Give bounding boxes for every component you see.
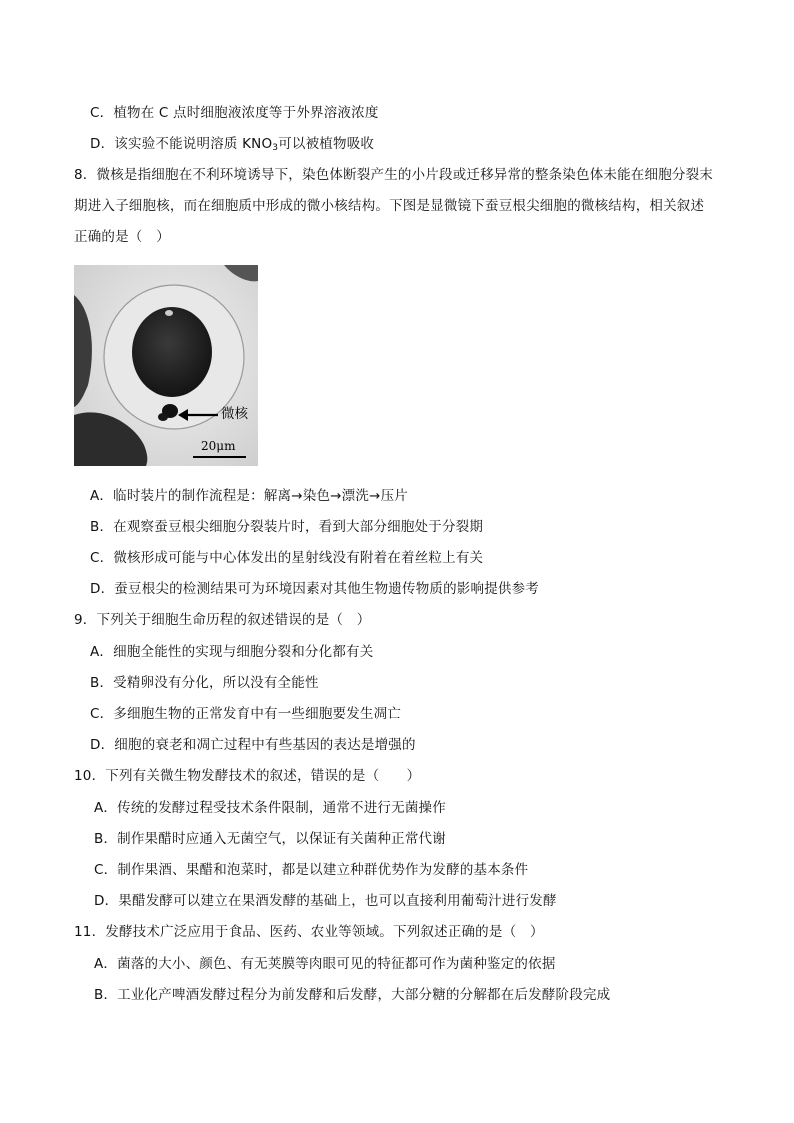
q7-option-d-suffix: 可以被植物吸收 <box>278 136 375 152</box>
q9-option-b: B．受精卵没有分化，所以没有全能性 <box>90 675 319 691</box>
q10-stem: 10．下列有关微生物发酵技术的叙述，错误的是（ ） <box>74 768 421 784</box>
q10-option-a: A．传统的发酵过程受技术条件限制，通常不进行无菌操作 <box>94 800 446 816</box>
q7-option-d-text: D．该实验不能说明溶质 KNO <box>90 136 273 152</box>
q8-stem-line3: 正确的是（ ） <box>74 229 170 245</box>
q8-option-d: D．蚕豆根尖的检测结果可为环境因素对其他生物遗传物质的影响提供参考 <box>90 581 539 597</box>
q9-option-a: A．细胞全能性的实现与细胞分裂和分化都有关 <box>90 644 374 660</box>
scale-bar-label: 20μm <box>201 439 236 453</box>
q10-option-d: D．果醋发酵可以建立在果酒发酵的基础上，也可以直接利用葡萄汁进行发酵 <box>94 893 557 909</box>
q8-stem-line2: 期进入子细胞核，而在细胞质中形成的微小核结构。下图是显微镜下蚕豆根尖细胞的微核结构，相关叙述 <box>74 198 705 214</box>
q9-option-d: D．细胞的衰老和凋亡过程中有些基因的表达是增强的 <box>90 737 416 753</box>
micronucleus-label: 微核 <box>221 406 248 422</box>
q9-option-c: C．多细胞生物的正常发育中有一些细胞要发生凋亡 <box>90 706 402 722</box>
q8-stem-line1: 8．微核是指细胞在不利环境诱导下，染色体断裂产生的小片段或迁移异常的整条染色体未能在细胞分裂末 <box>74 167 713 183</box>
q11-option-b: B．工业化产啤酒发酵过程分为前发酵和后发酵，大部分糖的分解都在后发酵阶段完成 <box>94 987 611 1003</box>
q7-option-d <box>90 134 374 158</box>
nucleolus-spot <box>165 310 173 316</box>
q7-option-d-subscript: 3 <box>272 143 279 153</box>
q8-option-b: B．在观察蚕豆根尖细胞分裂装片时，看到大部分细胞处于分裂期 <box>90 519 484 535</box>
q10-option-c: C．制作果酒、果醋和泡菜时，都是以建立种群优势作为发酵的基本条件 <box>94 862 529 878</box>
q8-option-a: A．临时装片的制作流程是：解离→染色→漂洗→压片 <box>90 488 408 504</box>
q11-stem: 11．发酵技术广泛应用于食品、医药、农业等领域。下列叙述正确的是（ ） <box>74 924 544 940</box>
q7-option-c: C．植物在 C 点时细胞液浓度等于外界溶液浓度 <box>90 105 379 121</box>
q10-option-b: B．制作果醋时应通入无菌空气，以保证有关菌种正常代谢 <box>94 831 446 847</box>
q11-option-a: A．菌落的大小、颜色、有无荚膜等肉眼可见的特征都可作为菌种鉴定的依据 <box>94 956 556 972</box>
micronucleus-micrograph <box>74 265 258 466</box>
q8-option-c: C．微核形成可能与中心体发出的星射线没有附着在着丝粒上有关 <box>90 550 484 566</box>
q9-stem: 9．下列关于细胞生命历程的叙述错误的是（ ） <box>74 612 371 628</box>
nucleus <box>132 307 212 397</box>
